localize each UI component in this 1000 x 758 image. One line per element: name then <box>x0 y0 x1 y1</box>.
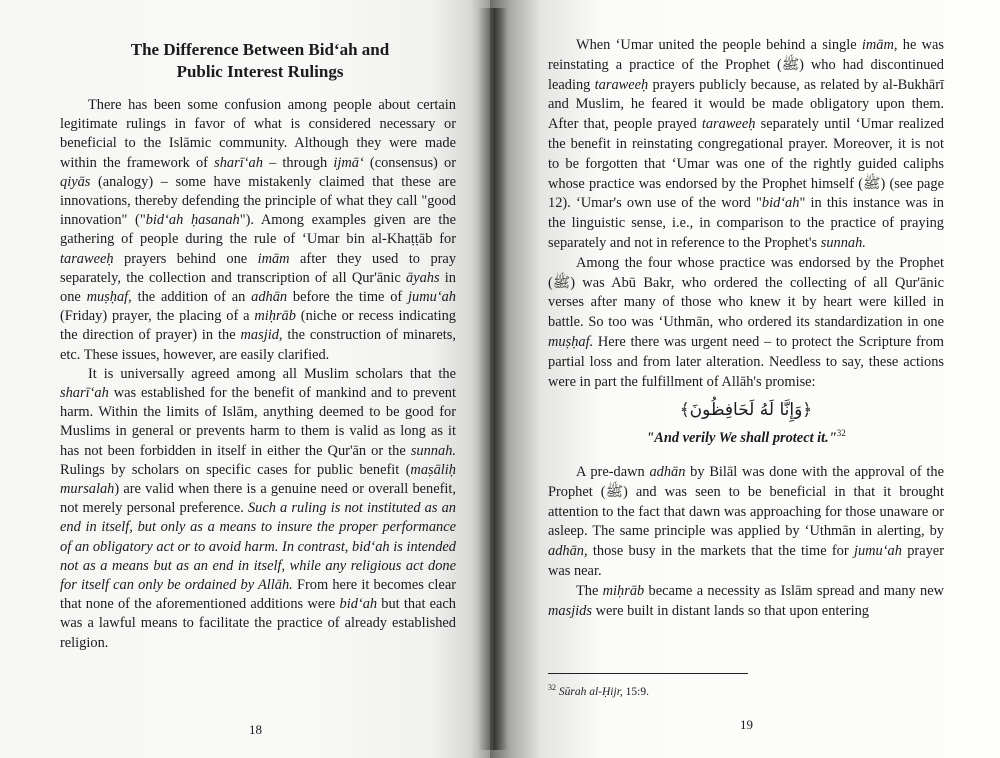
footnote-divider <box>548 673 748 674</box>
footnote-ref: 32 <box>836 428 846 439</box>
left-paragraph-2: It is universally agreed among all Muslim scholars that the sharī‘ah was established for the benefit of mankind and to prevent harm. Within the limits of Islām, anything deemed to be good for Muslims in general or prevents harm to them is valid as long as it has not been forbidden in itself in either the Qur'ān or the sunnah. Rulings by scholars on specific cases for public benefit (maṣāliḥ mursalah) are valid when there is a genuine need or overall benefit, not merely personal preference. Such a ruling is not instituted as an end in itself, but only as a means to insure the proper performance of an obligatory act or to avoid harm. In contrast, bid‘ah is intended not as a means but as an end in itself, while any religious act done for itself can only be ordained by Allāh. From here it becomes clear that none of the aforementioned additions were bid‘ah but that each was a lawful means to facilitate the practice of already established religion. <box>60 365 457 651</box>
left-page-number: 18 <box>249 722 262 737</box>
verse-translation: "And verily We shall protect it."$^{32}$ <box>646 428 846 447</box>
right-page-number: 19 <box>740 717 753 732</box>
book-gutter <box>478 8 508 750</box>
right-page-body <box>548 36 944 621</box>
arabic-verse: ﴿وَإِنَّا لَهُ لَحَافِظُونَ﴾ <box>679 400 813 421</box>
title-line-1: The Difference Between Bid‘ah and <box>130 40 390 59</box>
left-paragraph-1: There has been some confusion among people about certain legitimate rulings in favor of what is considered necessary or beneficial to the Islāmic community. Although they were made within the framework of sharī‘ah – through ijmā‘ (consensus) or qiyās (analogy) – some have mistakenly claimed that these are innovations, thereby defending the principle of what they call "good innovation" ("bid‘ah ḥasanah"). Among examples given are the gathering of people during the rule of ‘Umar bin al-Khaṭṭāb for taraweeḥ prayers behind one imām after they used to pray separately, the collection and transcription of all Qur'ānic āyahs in one muṣḥaf, the addition of an adhān before the time of jumu‘ah (Friday) prayer, the placing of a miḥrāb (niche or recess indicating the direction of prayer) in the masjid, the construction of minarets, etc. These issues, however, are easily clarified. <box>60 97 457 363</box>
right-paragraph-1: When ‘Umar united the people behind a single imām, he was reinstating a practice of the Prophet (ﷺ) who had discontinued leading taraweeḥ prayers publicly because, as related by al-Bukhārī and Muslim, he feared it would be made obligatory upon them. After that, people prayed taraweeḥ separately until ‘Umar realized the benefit in reinstating congregational prayer. Moreover, it is not to be forgotten that ‘Umar was one of the rightly guided caliphs whose practice was endorsed by the Prophet himself (ﷺ) (see page 12). ‘Umar's own use of the word "bid‘ah" in this instance was in the linguistic sense, i.e., in comparison to the practice of praying separately and not in reference to the Prophet's sunnah. <box>548 37 944 251</box>
right-paragraph-2: Among the four whose practice was endorsed by the Prophet (ﷺ) was Abū Bakr, who ordered the collecting of all Qur'ānic verses after many of those who knew it by heart were killed in battle. So too was ‘Uthmān, who ordered its standardization in one muṣḥaf. Here there was urgent need – to protect the Scripture from partial loss and from later alteration. Needless to say, these actions were in part the fulfillment of Allāh's promise: <box>548 254 944 390</box>
footnote: $^{32}$ Sūrah al-Ḥijr, 15:9. <box>548 683 649 698</box>
section-title <box>110 39 410 83</box>
title-line-2: Public Interest Rulings <box>176 62 344 81</box>
right-paragraph-4: The miḥrāb became a necessity as Islām spread and many new masjids were built in distant lands so that upon entering <box>548 582 944 619</box>
right-paragraph-3: A pre-dawn adhān by Bilāl was done with the approval of the Prophet (ﷺ) and was seen to be beneficial in that it brought attention to the fact that dawn was approaching for those unaware or asleep. The same principle was applied by ‘Uthmān in alerting, by adhān, those busy in the markets that the time for jumu‘ah prayer was near. <box>548 463 944 579</box>
left-page-body <box>60 96 456 653</box>
